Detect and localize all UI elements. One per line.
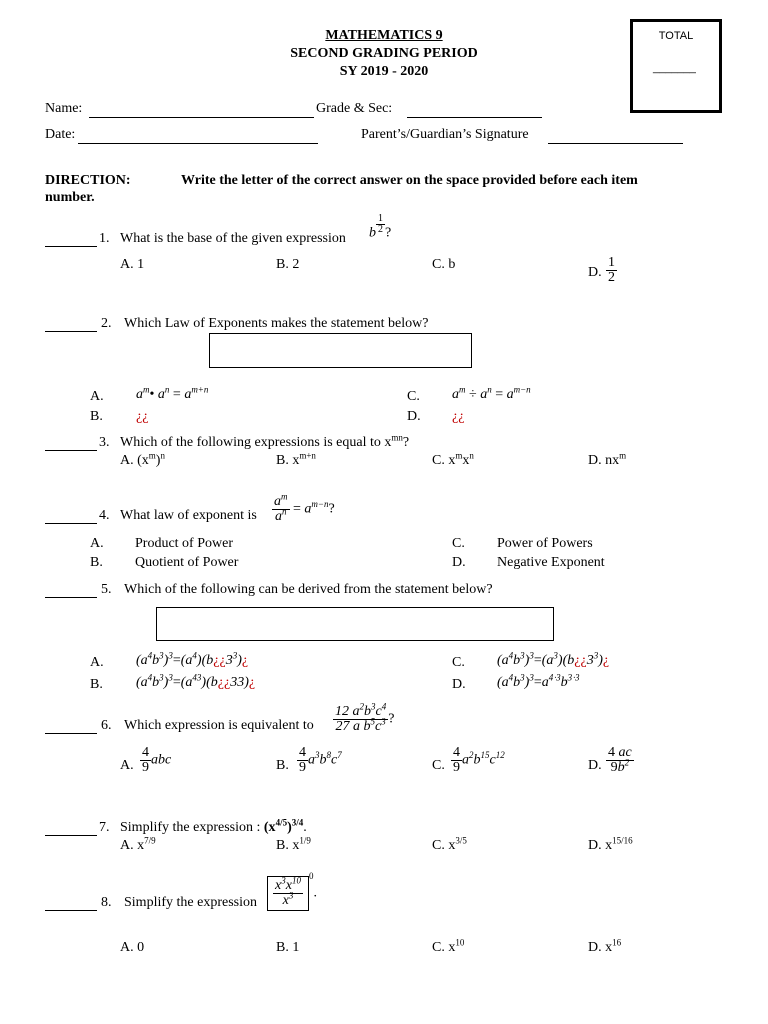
q4-option-a: Product of Power [135, 536, 233, 551]
q3-option-d: D. $nx^m$ [588, 450, 627, 468]
total-label: TOTAL [658, 30, 694, 42]
q1-option-c: C. b [432, 257, 456, 272]
name-label: Name: [45, 101, 83, 116]
answer-blank-8[interactable] [45, 909, 97, 911]
exam-period-title: SECOND GRADING PERIOD [290, 46, 478, 61]
question-7-text: Simplify the expression : $(x^{4/5})^{3/4}$. [120, 817, 307, 835]
answer-blank-6[interactable] [45, 732, 97, 734]
q3-option-c: C. $x^mx^n$ [432, 450, 474, 468]
q7-option-b-text: B. x [276, 838, 300, 853]
question-2-text: Which Law of Exponents makes the statement below? [124, 316, 429, 331]
total-score-box [630, 19, 722, 113]
q4-option-b: Quotient of Power [135, 555, 239, 570]
direction-label: DIRECTION: [45, 173, 131, 188]
q6-option-a: $\frac{4}{9}$ abc [142, 745, 172, 775]
answer-blank-1[interactable] [45, 245, 97, 247]
q2-statement-box [209, 333, 472, 368]
q1-option-a: A. 1 [120, 257, 145, 272]
q2-option-a-label: A. [90, 389, 104, 404]
q5-option-d: $(a^4b^3)^3=a^{4\cdot 3}b^{3\cdot 3}$ [497, 672, 580, 690]
question-4-text: What law of exponent is [120, 508, 257, 523]
question-2-number: 2. [101, 316, 112, 331]
q1-option-d: D. [588, 265, 602, 280]
direction-text: Write the letter of the correct answer on the space provided before each item [181, 173, 638, 188]
q5-option-b: $(a^4b^3)^3=(a^{43})(b¿¿33)¿$ [136, 672, 256, 690]
question-1-number: 1. [99, 231, 110, 246]
q1-option-b: B. 2 [276, 257, 300, 272]
q3-option-b-text: B. x [276, 453, 300, 468]
q5-option-d-label: D. [452, 677, 466, 692]
q7-option-d: D. $x^{15/16}$ [588, 835, 633, 853]
q8-expression: $\frac{x^3x^{10}}{x^3}$ $^0$. [267, 876, 317, 911]
q2-option-c: $a^m \div a^n = a^{m-n}$ [452, 384, 531, 402]
q6-expression: $\frac{12 a^2b^3c^4}{27 a b^5c^3}$ ? [335, 701, 395, 734]
q6-option-d-label: D. [588, 758, 602, 773]
q3-option-b: B. $x^{m+n}$ [276, 450, 316, 468]
q3-option-a: A. $(x^m)^n$ [120, 450, 165, 468]
q2-option-d: ¿¿ [452, 409, 465, 424]
exam-school-year: SY 2019 - 2020 [339, 64, 429, 79]
q4-option-d: Negative Exponent [497, 555, 605, 570]
question-3-text: Which of the following expressions is equal to $x^{mn}$? [120, 432, 410, 450]
q2-option-d-label: D. [407, 409, 421, 424]
q2-option-c-label: C. [407, 389, 420, 404]
q7-option-a: A. $x^{7/9}$ [120, 835, 156, 853]
q4-expression: $\frac{a^m}{a^n}$ = $a^{m-n}$? [274, 491, 335, 524]
q7-option-c: C. $x^{3/5}$ [432, 835, 467, 853]
q5-statement-box [156, 607, 554, 641]
question-4-number: 4. [99, 508, 110, 523]
q3-text-body: Which of the following expressions is equal to x [120, 435, 392, 450]
question-5-number: 5. [101, 582, 112, 597]
answer-blank-4[interactable] [45, 522, 97, 524]
q4-option-d-label: D. [452, 555, 466, 570]
q4-option-b-label: B. [90, 555, 103, 570]
q2-option-b-label: B. [90, 409, 103, 424]
signature-field[interactable] [548, 142, 683, 144]
question-6-text: Which expression is equivalent to [124, 718, 314, 733]
question-1-text: What is the base of the given expression [120, 231, 346, 246]
total-blank: _______ [653, 62, 696, 74]
q3-option-d-text: D. nx [588, 453, 620, 468]
q8-option-d: D. $x^{16}$ [588, 937, 622, 955]
q8-option-d-text: D. x [588, 940, 613, 955]
grade-label: Grade & Sec: [316, 101, 393, 116]
q6-option-b-label: B. [276, 758, 289, 773]
q5-option-a: $(a^4b^3)^3=(a^4)(b¿¿3^3)¿$ [136, 650, 249, 668]
date-label: Date: [45, 127, 76, 142]
direction-text-cont: number. [45, 190, 95, 205]
q2-option-a: $a^m•$ $a^n = a^{m+n}$ [136, 384, 209, 402]
q6-option-a-label: A. [120, 758, 134, 773]
q4-option-c: Power of Powers [497, 536, 593, 551]
q8-option-c-text: C. x [432, 940, 456, 955]
question-3-number: 3. [99, 435, 110, 450]
q7-option-c-text: C. x [432, 838, 456, 853]
q8-option-b: B. 1 [276, 940, 300, 955]
name-field[interactable] [89, 116, 314, 118]
q4-option-c-label: C. [452, 536, 465, 551]
q3-option-c-text: C. x [432, 453, 456, 468]
question-5-text: Which of the following can be derived from the statement below? [124, 582, 493, 597]
exam-subject-title: MATHEMATICS 9 [325, 28, 443, 43]
q5-option-a-label: A. [90, 655, 104, 670]
answer-blank-2[interactable] [45, 330, 97, 332]
q3-option-a-text: A. (x [120, 453, 149, 468]
question-7-number: 7. [99, 820, 110, 835]
q8-option-a: A. 0 [120, 940, 145, 955]
q5-option-c: $(a^4b^3)^3=(a^3)(b¿¿3^3)¿$ [497, 650, 610, 668]
q8-option-c: C. $x^{10}$ [432, 937, 465, 955]
date-field[interactable] [78, 142, 318, 144]
q7-text-body: Simplify the expression : [120, 820, 261, 835]
answer-blank-7[interactable] [45, 834, 97, 836]
q7-option-b: B. $x^{1/9}$ [276, 835, 311, 853]
answer-blank-5[interactable] [45, 596, 97, 598]
question-6-number: 6. [101, 718, 112, 733]
q1-expression: b $^{\frac{1}{2}}$ ? [369, 213, 392, 241]
q6-option-b: $\frac{4}{9}$ $a^3b^8c^7$ [299, 745, 342, 775]
q6-option-d: $\frac{4 ac}{9b^2}$ [608, 745, 632, 775]
q7-option-a-text: A. x [120, 838, 145, 853]
q1-option-d-fraction: $\frac{1}{2}$ [608, 255, 615, 285]
q2-option-b: ¿¿ [136, 409, 149, 424]
q5-option-b-label: B. [90, 677, 103, 692]
grade-field[interactable] [407, 116, 542, 118]
signature-label: Parent’s/Guardian’s Signature [361, 127, 529, 142]
q5-option-c-label: C. [452, 655, 465, 670]
question-8-number: 8. [101, 895, 112, 910]
question-8-text: Simplify the expression [124, 895, 257, 910]
answer-blank-3[interactable] [45, 449, 97, 451]
q7-option-d-text: D. x [588, 838, 613, 853]
q4-option-a-label: A. [90, 536, 104, 551]
q6-option-c-label: C. [432, 758, 445, 773]
q6-option-c: $\frac{4}{9}$ $a^2b^{15}c^{12}$ [453, 745, 505, 775]
